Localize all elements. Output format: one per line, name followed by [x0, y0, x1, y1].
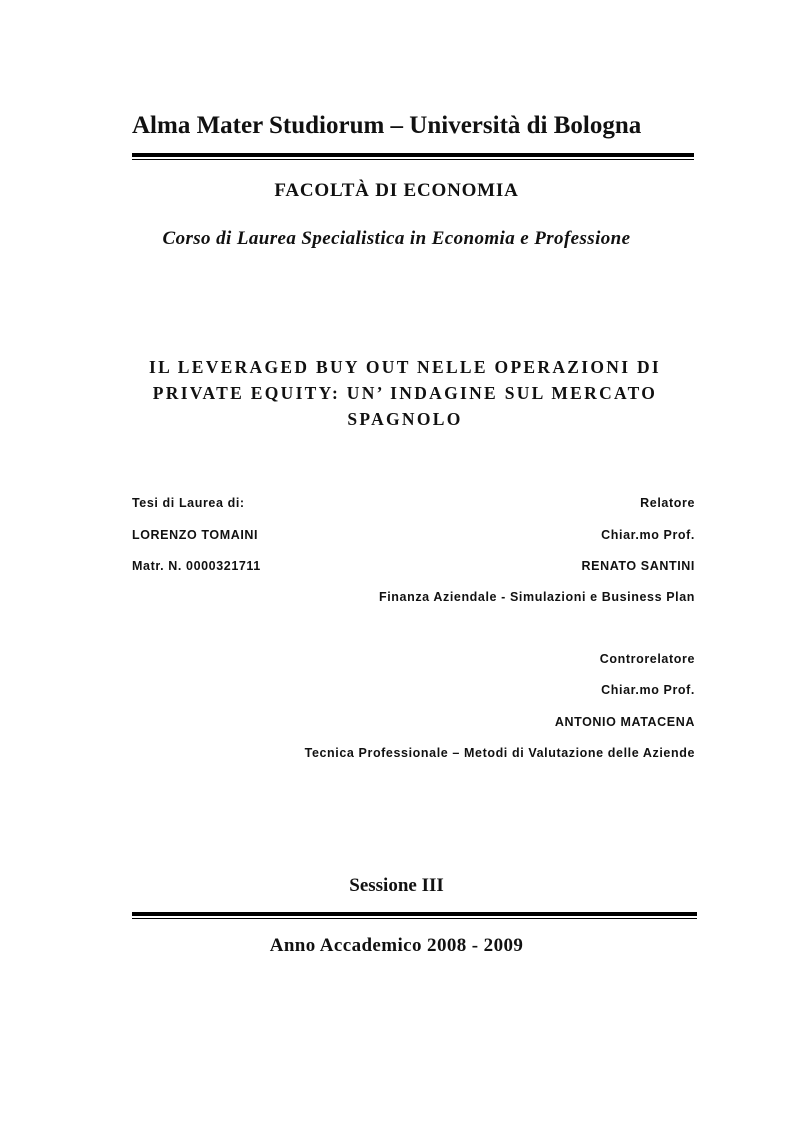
faculty-name: FACOLTÀ DI ECONOMIA	[274, 180, 519, 201]
course-name: Corso di Laurea Specialistica in Economia e Professione	[162, 228, 631, 249]
controrelatore-label: Controrelatore	[599, 652, 695, 666]
relatore-subject: Finanza Aziendale - Simulazioni e Business Plan	[379, 590, 695, 604]
candidate-matricola: Matr. N. 0000321711	[132, 559, 261, 573]
header-divider-thin	[132, 159, 694, 160]
relatore-name: RENATO SANTINI	[581, 559, 695, 573]
thesis-title: IL LEVERAGED BUY OUT NELLE OPERAZIONI DI PRIVATE EQUITY: UN’ INDAGINE SUL MERCATO SPAGNOLO	[148, 357, 662, 429]
relatore-label: Relatore	[640, 496, 695, 510]
candidate-name: LORENZO TOMAINI	[132, 528, 259, 542]
session: Sessione III	[349, 875, 444, 896]
footer-divider-thick	[132, 912, 697, 916]
header-divider-thick	[132, 153, 694, 157]
relatore-title: Chiar.mo Prof.	[601, 528, 695, 542]
candidate-label: Tesi di Laurea di:	[132, 496, 245, 510]
controrelatore-name: ANTONIO MATACENA	[554, 715, 695, 729]
academic-year: Anno Accademico 2008 - 2009	[269, 935, 524, 956]
university-name: Alma Mater Studiorum – Università di Bologna	[132, 112, 642, 139]
controrelatore-title: Chiar.mo Prof.	[601, 683, 695, 697]
footer-divider-thin	[132, 918, 697, 919]
controrelatore-subject: Tecnica Professionale – Metodi di Valutazione delle Aziende	[304, 746, 695, 760]
